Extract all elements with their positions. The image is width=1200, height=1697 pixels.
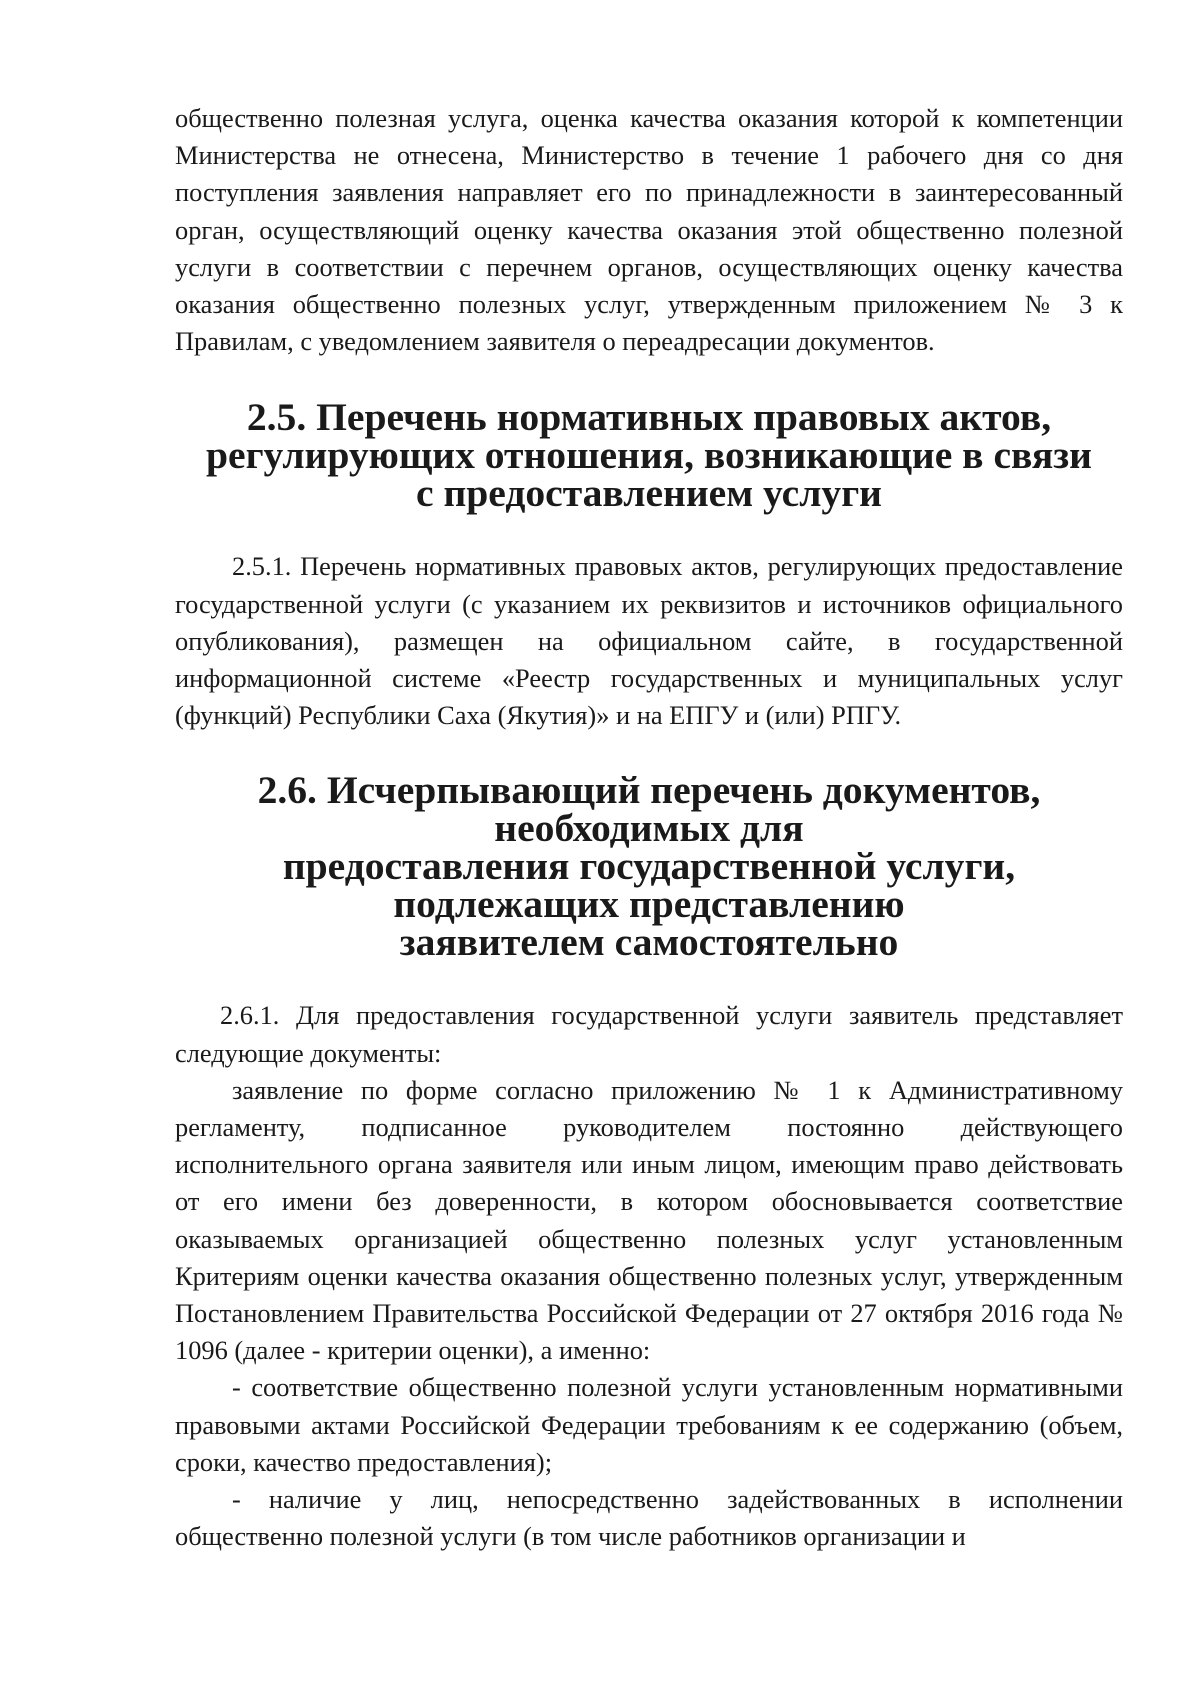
paragraph-2-6-1: 2.6.1. Для предоставления государственной услуги заявитель представляет следующие документы: [175, 1000, 1123, 1068]
heading-line: предоставления государственной услуги, подлежащих представлению [282, 844, 1016, 927]
section-heading-2-5 [175, 395, 1123, 516]
paragraph-application-form: заявление по форме согласно приложению № 1 к Административному регламенту, подписанное руководителем постоянно действующего исполнительного органа заявителя или иным лицом, имеющим право действовать от его имени без доверенности, в котором обосновывается соответствие оказываемых организацией общественно полезных услуг установленным Критериям оценки качества оказания общественно полезных услуг, утвержденным Постановлением Правительства Российской Федерации от 27 октября 2016 года № 1096 (далее - критерии оценки), а именно: [175, 1074, 1123, 1366]
list-item-compliance: - соответствие общественно полезной услуги установленным нормативными правовыми актами Российской Федерации требованиям к ее содержанию (объем, сроки, качество предоставления); [175, 1372, 1123, 1477]
paragraph-2-5-1: 2.5.1. Перечень нормативных правовых актов, регулирующих предоставление государственной услуги (с указанием их реквизитов и источников официального опубликования), размещен на официальном сайте, в государственной информационной системе «Реестр государственных и муниципальных услуг (функций) Республики Саха (Якутия)» и на ЕПГУ и (или) РПГУ. [175, 551, 1123, 731]
heading-line: 2.5. Перечень нормативных правовых актов, [246, 395, 1052, 440]
heading-line: с предоставлением услуги [416, 471, 882, 516]
heading-line: 2.6. Исчерпывающий перечень документов, необходимых для [257, 768, 1041, 851]
paragraph-redirect-application: общественно полезная услуга, оценка качества оказания которой к компетенции Министерства не отнесена, Министерство в течение 1 рабочего дня со дня поступления заявления направляет его по принадлежности в заинтересованный орган, осуществляющий оценку качества оказания этой общественно полезной услуги в соответствии с перечнем органов, осуществляющих оценку качества оказания общественно полезных услуг, утвержденным приложением № 3 к Правилам, с уведомлением заявителя о переадресации документов. [175, 103, 1123, 357]
heading-line: регулирующих отношения, возникающие в связи [205, 433, 1092, 478]
list-item-personnel: - наличие у лиц, непосредственно задействованных в исполнении общественно полезной услуги (в том числе работников организации и [175, 1484, 1123, 1552]
document-page [175, 100, 1123, 1555]
section-heading-2-6 [175, 768, 1123, 965]
heading-line: заявителем самостоятельно [399, 920, 899, 965]
